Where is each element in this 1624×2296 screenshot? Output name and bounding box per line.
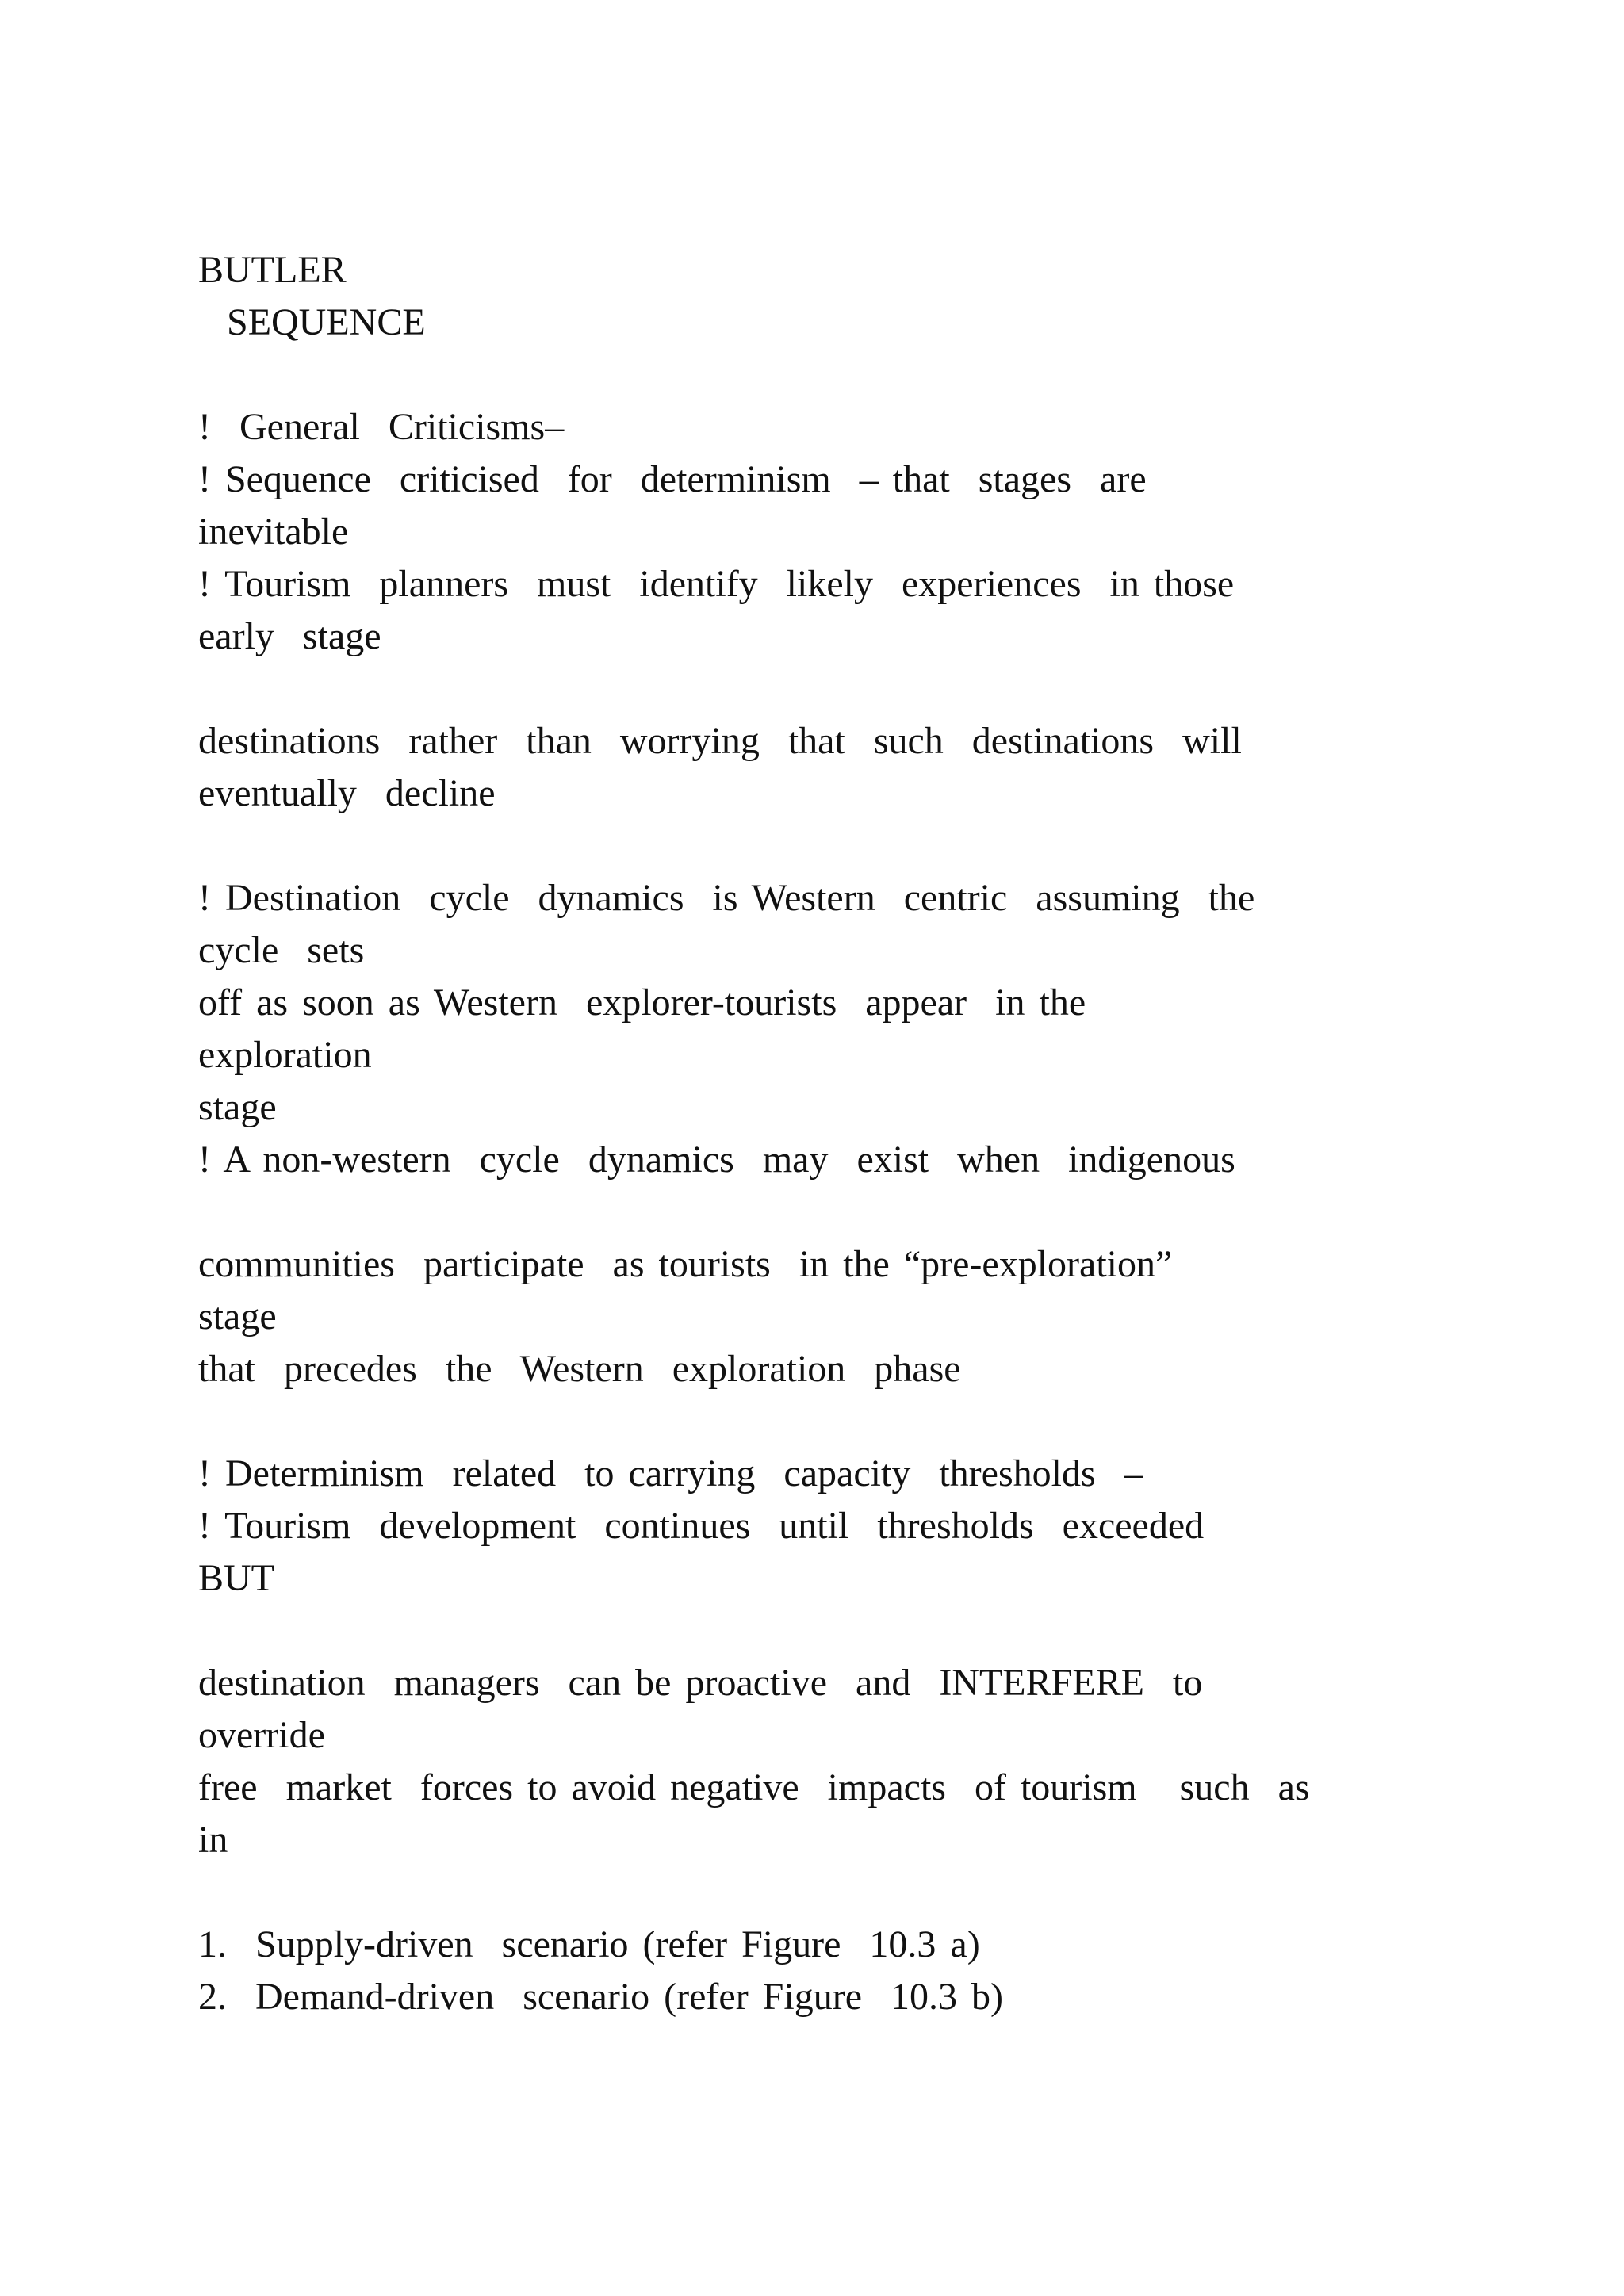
text-line: ! Destination cycle dynamics is Western centric assuming the (198, 877, 1255, 919)
numbered-item-2: 2. Demand-driven scenario (refer Figure 10.3 b) (198, 1976, 1003, 2018)
blank-line (198, 1395, 1546, 1448)
document-body (198, 244, 1546, 2023)
text-line: BUT (198, 1557, 274, 1599)
numbered-item-1: 1. Supply-driven scenario (refer Figure 10.3 a) (198, 1923, 980, 1965)
text-line: inevitable (198, 511, 349, 553)
text-line: free market forces to avoid negative impacts of tourism such as (198, 1766, 1310, 1808)
text-line: ! Determinism related to carrying capacity thresholds – (198, 1452, 1143, 1494)
text-line: destinations rather than worrying that such destinations will (198, 720, 1242, 762)
blank-line (198, 349, 1546, 401)
blank-line (198, 820, 1546, 872)
text-line: override (198, 1714, 325, 1756)
text-line: communities participate as tourists in the “pre-exploration” (198, 1243, 1173, 1285)
blank-line (198, 1186, 1546, 1238)
text-line: cycle sets (198, 929, 365, 971)
text-line: ! Sequence criticised for determinism – that stages are (198, 458, 1147, 500)
text-line: ! Tourism development continues until thresholds exceeded (198, 1505, 1205, 1547)
text-line: early stage (198, 615, 381, 657)
text-line: off as soon as Western explorer-tourists appear in the (198, 982, 1086, 1024)
text-line: stage (198, 1295, 277, 1337)
blank-line (198, 1605, 1546, 1657)
blank-line (198, 1866, 1546, 1919)
heading-line-2: SEQUENCE (198, 301, 426, 343)
text-line: eventually decline (198, 772, 496, 814)
text-line: in (198, 1819, 228, 1861)
text-line: ! A non-western cycle dynamics may exist when indigenous (198, 1138, 1235, 1181)
text-line: that precedes the Western exploration phase (198, 1348, 961, 1390)
text-line: stage (198, 1086, 277, 1128)
heading-line-1: BUTLER (198, 249, 347, 291)
text-line: ! Tourism planners must identify likely experiences in those (198, 563, 1235, 605)
text-line: exploration (198, 1034, 372, 1076)
text-line: ! General Criticisms– (198, 406, 565, 448)
blank-line (198, 663, 1546, 715)
text-line: destination managers can be proactive and INTERFERE to (198, 1662, 1203, 1704)
